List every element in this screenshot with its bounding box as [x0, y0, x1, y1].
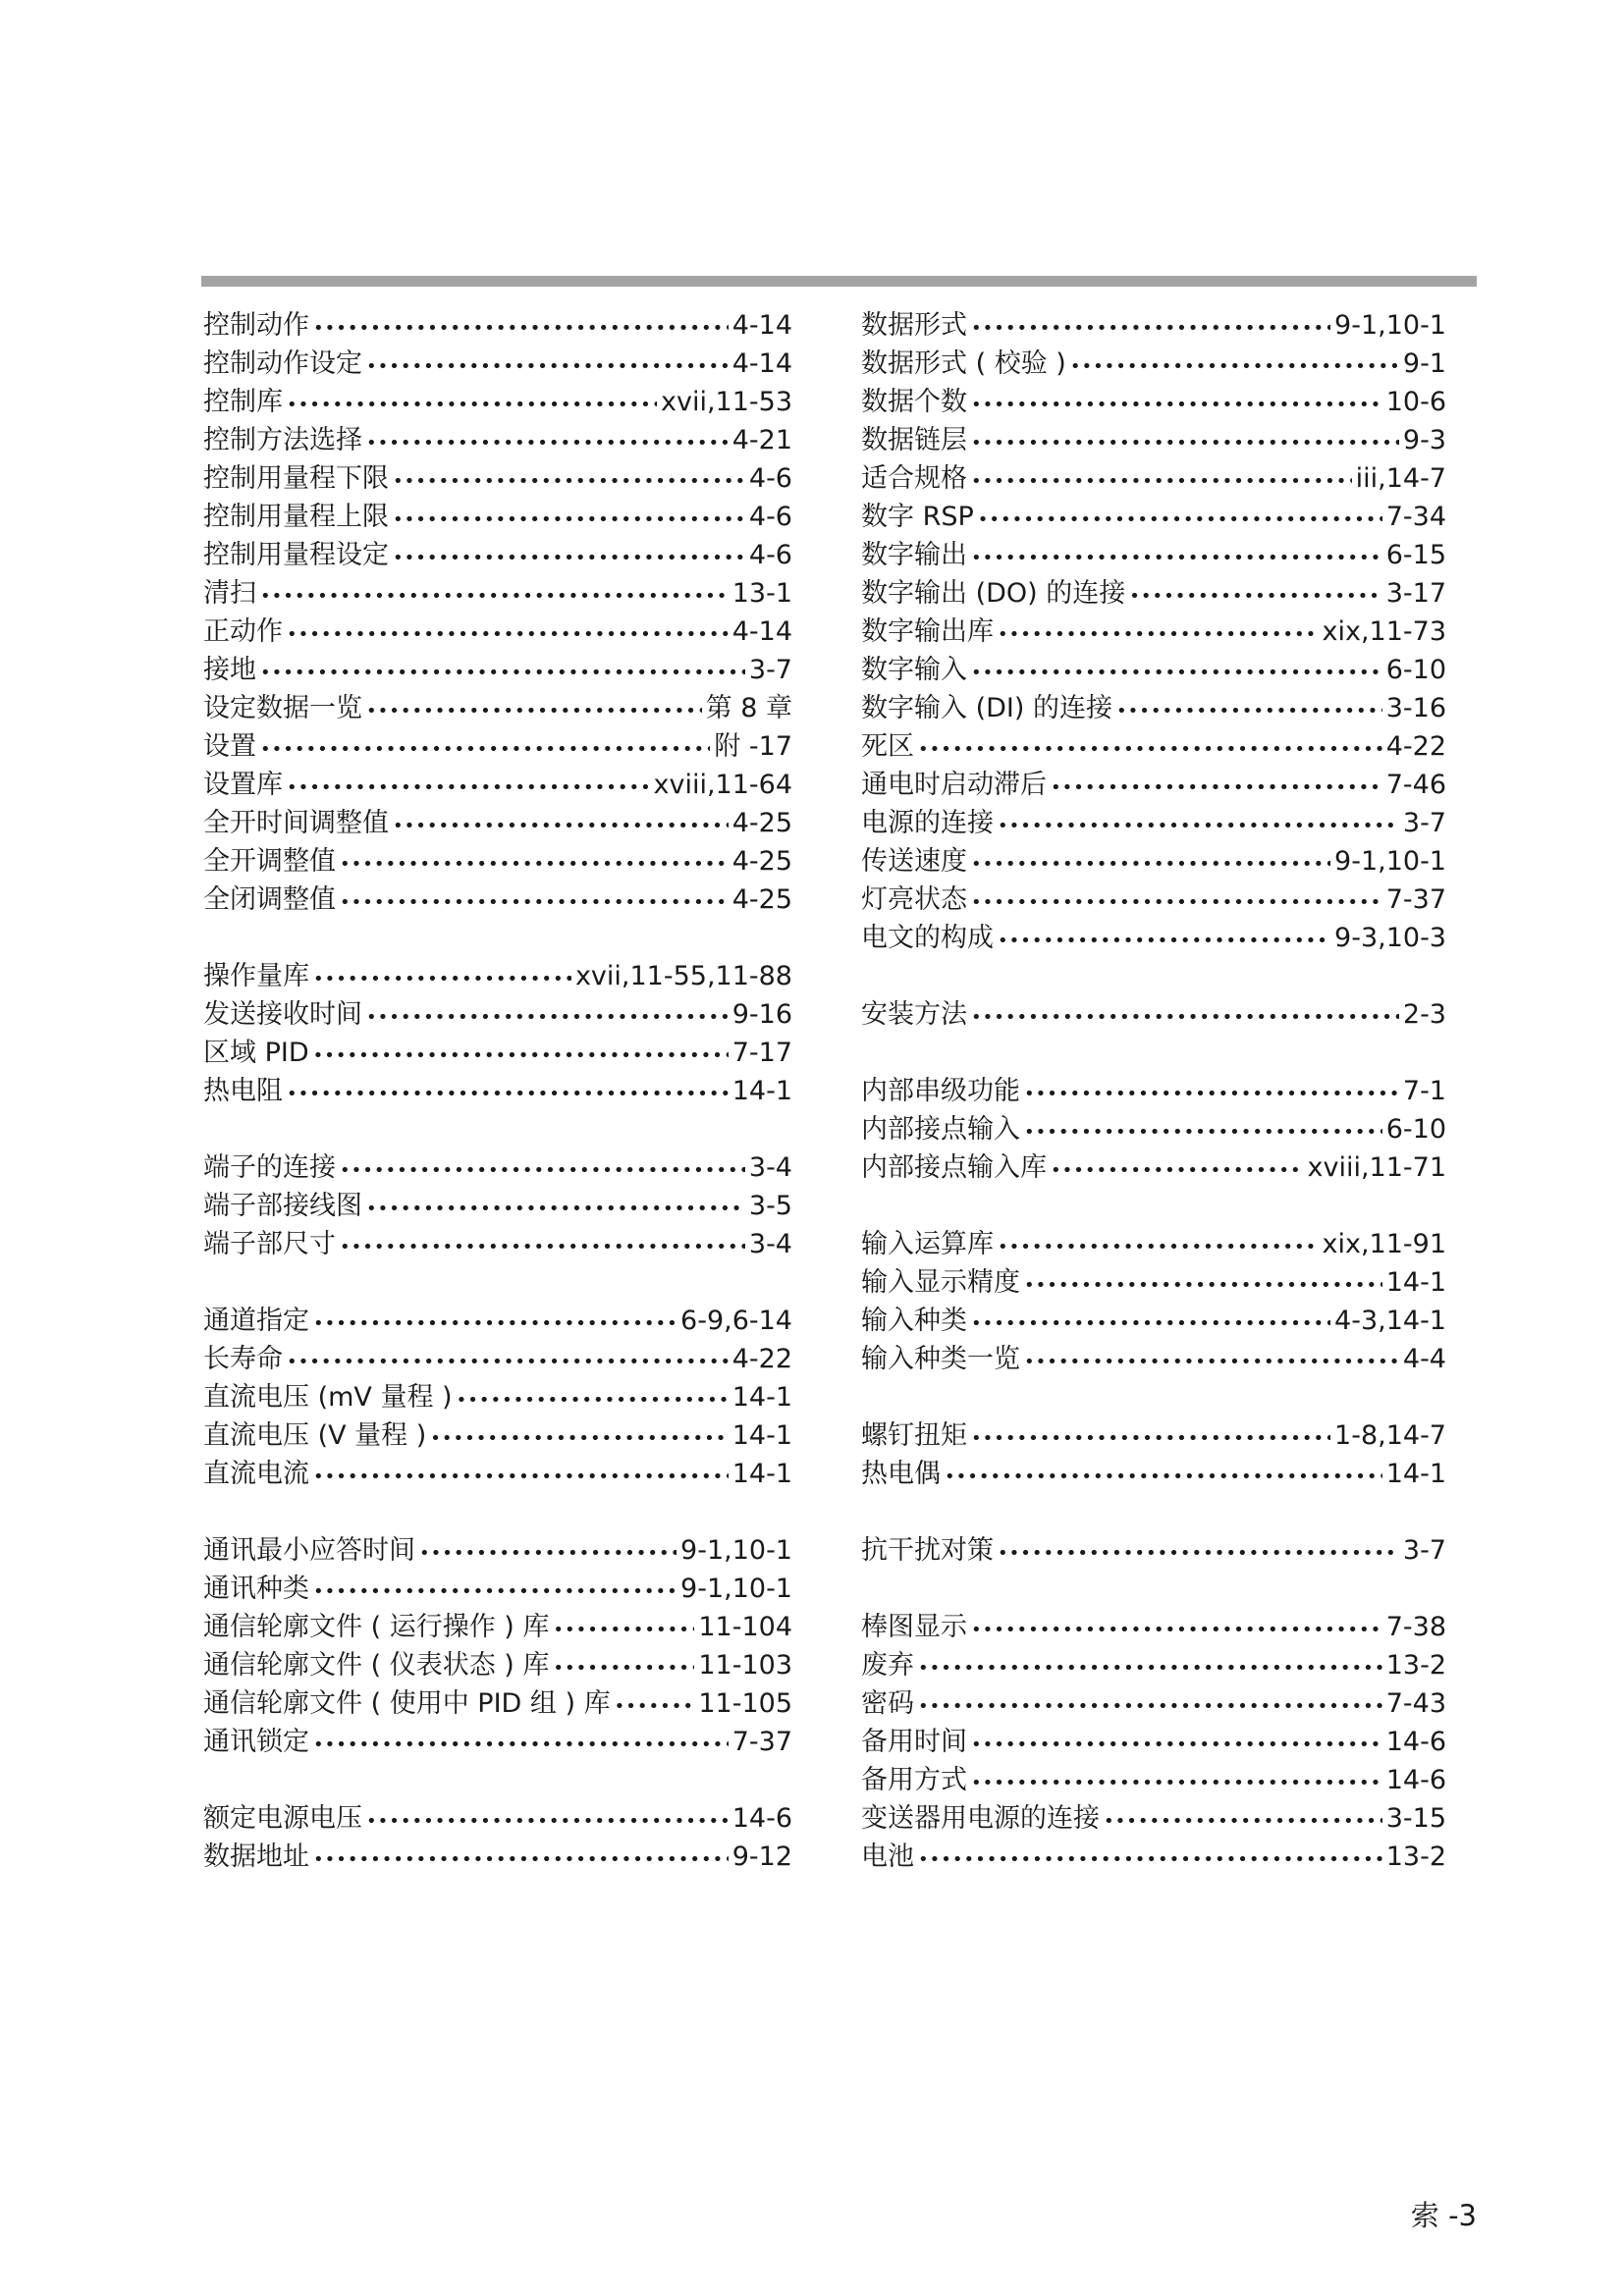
dot-leader	[553, 1611, 694, 1649]
index-page-ref: 7-34	[1385, 502, 1446, 532]
dot-leader	[1051, 769, 1382, 807]
index-term: 废弃	[861, 1650, 914, 1681]
index-page-ref: 3-4	[748, 1229, 792, 1259]
dot-leader	[366, 424, 729, 462]
index-term: 控制用量程设定	[203, 540, 389, 570]
index-entry	[861, 1416, 1446, 1455]
index-entry	[203, 421, 792, 459]
index-term: 通道指定	[203, 1306, 309, 1336]
dot-leader	[918, 730, 1382, 769]
index-page-ref: 1-8,14-7	[1334, 1420, 1446, 1451]
dot-leader	[978, 501, 1382, 539]
index-term: 备用方式	[861, 1765, 967, 1795]
index-term: 数字输出库	[861, 616, 994, 647]
index-entry	[861, 1799, 1446, 1838]
index-page-ref: 2-3	[1402, 999, 1446, 1030]
index-page-ref: 4-14	[731, 348, 792, 379]
index-page-ref: 4-6	[748, 502, 792, 532]
index-page-ref: 第 8 章	[705, 693, 792, 723]
index-term: 设置库	[203, 770, 283, 800]
dot-leader	[971, 1726, 1382, 1764]
index-page-ref: 13-2	[1385, 1842, 1446, 1872]
index-page-ref: 6-10	[1385, 1114, 1446, 1145]
group-spacer	[203, 1263, 792, 1302]
index-entry	[861, 1761, 1446, 1799]
index-entry	[203, 1034, 792, 1072]
index-term: 数字 RSP	[861, 502, 974, 532]
index-term: 设置	[203, 731, 256, 762]
index-term: 数字输出 (DO) 的连接	[861, 578, 1126, 609]
index-column-right	[861, 306, 1446, 1876]
index-term: 操作量库	[203, 961, 309, 991]
index-entry	[861, 1723, 1446, 1761]
index-entry	[203, 306, 792, 345]
index-entry	[861, 459, 1446, 498]
index-entry	[861, 1263, 1446, 1302]
index-page-ref: 9-3	[1402, 425, 1446, 455]
group-spacer	[861, 1187, 1446, 1225]
index-page-ref: 14-6	[731, 1803, 792, 1834]
index-entry	[203, 459, 792, 498]
index-page-ref: 14-1	[1385, 1459, 1446, 1489]
index-page-ref: 14-6	[1385, 1765, 1446, 1795]
index-entry	[861, 1646, 1446, 1684]
index-entry	[861, 1072, 1446, 1110]
dot-leader	[971, 1419, 1330, 1458]
group-spacer	[203, 919, 792, 957]
dot-leader	[366, 1190, 745, 1228]
dot-leader	[313, 1841, 729, 1879]
dot-leader	[287, 1343, 729, 1381]
index-page-ref: 7-37	[731, 1727, 792, 1757]
dot-leader	[313, 1037, 729, 1075]
index-term: 额定电源电压	[203, 1803, 362, 1834]
index-page-ref: 7-43	[1385, 1688, 1446, 1719]
dot-leader	[1051, 1151, 1304, 1190]
group-spacer	[861, 1378, 1446, 1416]
dot-leader	[971, 1764, 1382, 1802]
dot-leader	[260, 654, 745, 692]
index-term: 热电阻	[203, 1076, 283, 1106]
dot-leader	[971, 424, 1399, 462]
dot-leader	[971, 845, 1330, 883]
dot-leader	[918, 1649, 1382, 1687]
index-entry	[861, 1684, 1446, 1723]
index-term: 全开调整值	[203, 846, 336, 877]
index-entry	[861, 1455, 1446, 1493]
index-entry	[861, 881, 1446, 919]
group-spacer	[203, 1761, 792, 1799]
index-entry	[861, 1110, 1446, 1148]
dot-leader	[1129, 577, 1381, 615]
index-page-ref: 13-1	[731, 578, 792, 609]
index-entry	[203, 1340, 792, 1378]
index-term: 控制用量程上限	[203, 502, 389, 532]
index-term: 控制动作设定	[203, 348, 362, 379]
index-entry	[203, 651, 792, 689]
index-term: 清扫	[203, 578, 256, 609]
dot-leader	[430, 1419, 728, 1458]
dot-leader	[366, 692, 702, 730]
index-page-ref: 7-38	[1385, 1612, 1446, 1642]
index-term: 直流电压 (V 量程 )	[203, 1420, 427, 1451]
index-entry	[203, 842, 792, 881]
index-term: 输入种类一览	[861, 1344, 1020, 1374]
index-term: 控制库	[203, 387, 283, 417]
index-page-ref: 9-1,10-1	[1334, 846, 1446, 877]
index-term: 密码	[861, 1688, 914, 1719]
dot-leader	[971, 539, 1382, 577]
index-page-ref: 14-1	[731, 1459, 792, 1489]
index-page-ref: 3-5	[748, 1191, 792, 1221]
index-term: 通讯最小应答时间	[203, 1535, 415, 1566]
dot-leader	[287, 1075, 729, 1113]
index-page-ref: xix,11-91	[1322, 1229, 1446, 1259]
index-entry	[203, 727, 792, 766]
dot-leader	[340, 1228, 745, 1266]
index-page-ref: xvii,11-55,11-88	[574, 961, 792, 991]
index-page-ref: 11-104	[698, 1612, 792, 1642]
index-entry	[861, 1838, 1446, 1876]
index-page-ref: 11-103	[698, 1650, 792, 1681]
index-page-ref: 4-21	[731, 425, 792, 455]
index-page-ref: 9-1	[1402, 348, 1446, 379]
index-term: 电文的构成	[861, 923, 994, 953]
index-page-ref: 10-6	[1385, 387, 1446, 417]
index-page-ref: 14-6	[1385, 1727, 1446, 1757]
index-term: 数字输入 (DI) 的连接	[861, 693, 1112, 723]
dot-leader	[340, 883, 729, 922]
index-entry	[861, 804, 1446, 842]
index-entry	[861, 766, 1446, 804]
index-page-ref: 9-1,10-1	[680, 1574, 792, 1604]
index-term: 直流电压 (mV 量程 )	[203, 1382, 453, 1413]
index-term: 数字输出	[861, 540, 967, 570]
index-entry	[861, 689, 1446, 727]
index-page-ref: 4-14	[731, 310, 792, 341]
index-page-ref: 4-4	[1402, 1344, 1446, 1374]
index-entry	[861, 1148, 1446, 1187]
index-entry	[861, 1340, 1446, 1378]
index-page-ref: xviii,11-71	[1307, 1152, 1446, 1183]
dot-leader	[260, 730, 710, 769]
index-term: 端子部接线图	[203, 1191, 362, 1221]
dot-leader	[971, 654, 1382, 692]
index-term: 输入运算库	[861, 1229, 994, 1259]
dot-leader	[945, 1458, 1382, 1496]
index-entry	[861, 613, 1446, 651]
index-term: 端子部尺寸	[203, 1229, 336, 1259]
index-entry	[861, 1608, 1446, 1646]
index-term: 内部串级功能	[861, 1076, 1020, 1106]
index-page-ref: 9-12	[731, 1842, 792, 1872]
index-term: 通信轮廓文件 ( 仪表状态 ) 库	[203, 1650, 550, 1681]
index-entry	[861, 651, 1446, 689]
dot-leader	[393, 462, 745, 501]
index-entry	[203, 536, 792, 574]
index-term: 内部接点输入	[861, 1114, 1020, 1145]
dot-leader	[419, 1534, 677, 1573]
index-entry	[861, 383, 1446, 421]
index-page-ref: 7-37	[1385, 884, 1446, 915]
index-term: 设定数据一览	[203, 693, 362, 723]
index-page-ref: 3-7	[748, 655, 792, 685]
dot-leader	[313, 1305, 677, 1343]
index-entry	[203, 1531, 792, 1570]
index-entry	[203, 1378, 792, 1416]
index-page-ref: 3-7	[1402, 1535, 1446, 1566]
index-entry	[861, 345, 1446, 383]
dot-leader	[366, 998, 729, 1037]
index-entry	[203, 1148, 792, 1187]
header-rule	[201, 276, 1477, 287]
dot-leader	[340, 845, 729, 883]
index-entry	[203, 1799, 792, 1838]
index-entry	[203, 1723, 792, 1761]
index-term: 直流电流	[203, 1459, 309, 1489]
index-entry	[861, 995, 1446, 1034]
index-page-ref: 9-1,10-1	[680, 1535, 792, 1566]
dot-leader	[971, 883, 1382, 922]
index-entry	[861, 727, 1446, 766]
index-page-ref: iii,14-7	[1355, 463, 1446, 494]
index-entry	[203, 1838, 792, 1876]
group-spacer	[861, 957, 1446, 995]
dot-leader	[1024, 1266, 1382, 1305]
index-entry	[861, 1531, 1446, 1570]
dot-leader	[366, 1802, 729, 1841]
index-term: 发送接收时间	[203, 999, 362, 1030]
index-page-ref: 9-16	[731, 999, 792, 1030]
index-page-ref: 14-1	[1385, 1267, 1446, 1298]
index-term: 数据个数	[861, 387, 967, 417]
index-entry	[203, 881, 792, 919]
index-term: 数据链层	[861, 425, 967, 455]
index-page-ref: 4-14	[731, 616, 792, 647]
dot-leader	[260, 577, 729, 615]
index-entry	[861, 421, 1446, 459]
index-term: 输入显示精度	[861, 1267, 1020, 1298]
dot-leader	[366, 347, 729, 386]
index-entry	[203, 1302, 792, 1340]
index-entry	[861, 536, 1446, 574]
index-term: 正动作	[203, 616, 283, 647]
index-entry	[861, 1302, 1446, 1340]
index-term: 数据形式	[861, 310, 967, 341]
dot-leader	[998, 1534, 1399, 1573]
dot-leader	[615, 1687, 695, 1726]
dot-leader	[998, 922, 1330, 960]
index-page-ref: 4-6	[748, 540, 792, 570]
index-page-ref: xix,11-73	[1322, 616, 1446, 647]
dot-leader	[918, 1687, 1382, 1726]
index-entry	[203, 766, 792, 804]
index-page-ref: 6-9,6-14	[680, 1306, 792, 1336]
index-page-ref: 13-2	[1385, 1650, 1446, 1681]
index-page-ref: xvii,11-53	[661, 387, 792, 417]
group-spacer	[861, 1034, 1446, 1072]
dot-leader	[998, 807, 1399, 845]
dot-leader	[457, 1381, 729, 1419]
index-term: 长寿命	[203, 1344, 283, 1374]
dot-leader	[287, 615, 729, 654]
dot-leader	[1024, 1075, 1399, 1113]
index-page-ref: 4-25	[731, 808, 792, 838]
index-term: 数字输入	[861, 655, 967, 685]
dot-leader	[313, 1573, 677, 1611]
index-term: 控制方法选择	[203, 425, 362, 455]
index-page-ref: 7-46	[1385, 770, 1446, 800]
index-page-ref: 6-15	[1385, 540, 1446, 570]
dot-leader	[971, 1611, 1382, 1649]
index-page-ref: 3-15	[1385, 1803, 1446, 1834]
index-entry	[203, 957, 792, 995]
index-entry	[861, 306, 1446, 345]
dot-leader	[971, 1305, 1330, 1343]
index-page-ref: 3-16	[1385, 693, 1446, 723]
index-entry	[203, 345, 792, 383]
index-term: 数据形式 ( 校验 )	[861, 348, 1066, 379]
index-term: 备用时间	[861, 1727, 967, 1757]
index-term: 通讯锁定	[203, 1727, 309, 1757]
index-term: 电池	[861, 1842, 914, 1872]
index-column-left	[203, 306, 792, 1876]
index-page-ref: 4-25	[731, 846, 792, 877]
index-entry	[203, 383, 792, 421]
index-term: 热电偶	[861, 1459, 941, 1489]
index-term: 通信轮廓文件 ( 使用中 PID 组 ) 库	[203, 1688, 611, 1719]
index-page-ref: xviii,11-64	[653, 770, 792, 800]
index-page-ref: 3-4	[748, 1152, 792, 1183]
group-spacer	[861, 1570, 1446, 1608]
index-term: 端子的连接	[203, 1152, 336, 1183]
index-entry	[203, 574, 792, 613]
index-page-ref: 4-3,14-1	[1334, 1306, 1446, 1336]
dot-leader	[313, 309, 729, 347]
dot-leader	[393, 539, 745, 577]
index-page-ref: 4-22	[1385, 731, 1446, 762]
index-page-ref: 7-17	[731, 1038, 792, 1068]
group-spacer	[203, 1493, 792, 1531]
index-entry	[203, 1684, 792, 1723]
dot-leader	[971, 386, 1382, 424]
index-page-ref: 14-1	[731, 1420, 792, 1451]
dot-leader	[971, 462, 1352, 501]
index-term: 控制用量程下限	[203, 463, 389, 494]
index-page-ref: 11-105	[698, 1688, 792, 1719]
dot-leader	[393, 807, 729, 845]
index-term: 全开时间调整值	[203, 808, 389, 838]
index-term: 内部接点输入库	[861, 1152, 1047, 1183]
index-term: 传送速度	[861, 846, 967, 877]
index-page-ref: 9-3,10-3	[1334, 923, 1446, 953]
dot-leader	[1024, 1343, 1399, 1381]
index-entry	[203, 613, 792, 651]
index-page-ref: 4-6	[748, 463, 792, 494]
index-entry	[203, 995, 792, 1034]
index-entry	[203, 1072, 792, 1110]
index-entry	[203, 1570, 792, 1608]
index-page-ref: 4-25	[731, 884, 792, 915]
page-number: 索 -3	[1410, 2199, 1477, 2232]
index-entry	[203, 689, 792, 727]
dot-leader	[393, 501, 745, 539]
dot-leader	[998, 1228, 1319, 1266]
group-spacer	[861, 1493, 1446, 1531]
dot-leader	[1024, 1113, 1382, 1151]
index-entry	[203, 1416, 792, 1455]
index-term: 通讯种类	[203, 1574, 309, 1604]
dot-leader	[340, 1151, 745, 1190]
index-term: 数据地址	[203, 1842, 309, 1872]
index-page-ref: 14-1	[731, 1382, 792, 1413]
dot-leader	[1070, 347, 1399, 386]
index-term: 控制动作	[203, 310, 309, 341]
index-term: 通电时启动滞后	[861, 770, 1047, 800]
index-entry	[203, 1455, 792, 1493]
index-term: 变送器用电源的连接	[861, 1803, 1100, 1834]
index-entry	[203, 498, 792, 536]
dot-leader	[313, 1458, 729, 1496]
dot-leader	[313, 1726, 729, 1764]
dot-leader	[971, 309, 1330, 347]
index-term: 全闭调整值	[203, 884, 336, 915]
index-entry	[861, 498, 1446, 536]
index-entry	[203, 804, 792, 842]
index-entry	[203, 1187, 792, 1225]
group-spacer	[203, 1110, 792, 1148]
index-term: 输入种类	[861, 1306, 967, 1336]
index-term: 接地	[203, 655, 256, 685]
index-entry	[203, 1608, 792, 1646]
index-term: 适合规格	[861, 463, 967, 494]
dot-leader	[971, 998, 1399, 1037]
index-page-ref: 附 -17	[714, 731, 792, 762]
dot-leader	[998, 615, 1319, 654]
index-term: 电源的连接	[861, 808, 994, 838]
index-entry	[203, 1225, 792, 1263]
dot-leader	[553, 1649, 694, 1687]
index-term: 棒图显示	[861, 1612, 967, 1642]
index-term: 螺钉扭矩	[861, 1420, 967, 1451]
index-page-ref: 14-1	[731, 1076, 792, 1106]
index-entry	[203, 1646, 792, 1684]
dot-leader	[1116, 692, 1382, 730]
index-entry	[861, 842, 1446, 881]
index-page-ref: 3-17	[1385, 578, 1446, 609]
index-page-ref: 7-1	[1402, 1076, 1446, 1106]
dot-leader	[313, 960, 571, 998]
index-term: 灯亮状态	[861, 884, 967, 915]
index-entry	[861, 919, 1446, 957]
index-page-ref: 6-10	[1385, 655, 1446, 685]
dot-leader	[287, 769, 650, 807]
dot-leader	[918, 1841, 1382, 1879]
index-entry	[861, 1225, 1446, 1263]
index-term: 抗干扰对策	[861, 1535, 994, 1566]
index-term: 安装方法	[861, 999, 967, 1030]
index-term: 通信轮廓文件 ( 运行操作 ) 库	[203, 1612, 550, 1642]
index-page-ref: 9-1,10-1	[1334, 310, 1446, 341]
dot-leader	[1104, 1802, 1382, 1841]
index-page-ref: 4-22	[731, 1344, 792, 1374]
index-term: 死区	[861, 731, 914, 762]
index-page-ref: 3-7	[1402, 808, 1446, 838]
dot-leader	[287, 386, 657, 424]
index-term: 区域 PID	[203, 1038, 309, 1068]
index-entry	[861, 574, 1446, 613]
